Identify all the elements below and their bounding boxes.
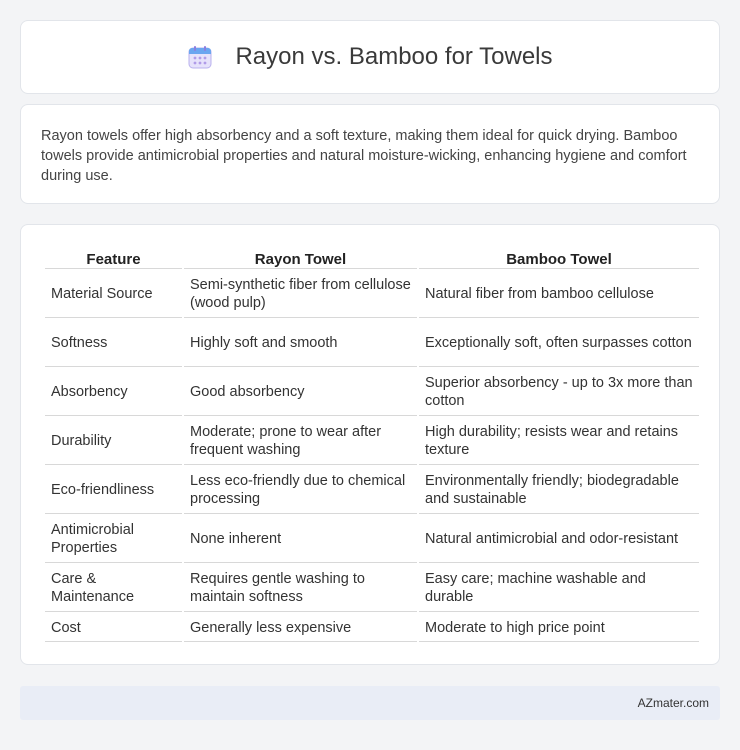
bamboo-cell: Easy care; machine washable and durable (419, 565, 699, 612)
bamboo-cell: Moderate to high price point (419, 614, 699, 642)
table-row (45, 516, 699, 563)
bamboo-cell: Exceptionally soft, often surpasses cotton (419, 320, 699, 367)
feature-cell: Durability (45, 418, 182, 465)
table-row (45, 271, 699, 318)
header (187, 43, 552, 71)
rayon-cell: Good absorbency (184, 369, 417, 416)
header-card (20, 20, 720, 94)
bamboo-cell: Natural fiber from bamboo cellulose (419, 271, 699, 318)
header-feature: Feature (45, 247, 182, 269)
rayon-cell: None inherent (184, 516, 417, 563)
table-row (45, 320, 699, 367)
bamboo-cell: Environmentally friendly; biodegradable and sustainable (419, 467, 699, 514)
rayon-cell: Requires gentle washing to maintain softness (184, 565, 417, 612)
intro-card (20, 104, 720, 204)
table-row (45, 369, 699, 416)
intro-text: Rayon towels offer high absorbency and a soft texture, making them ideal for quick drying. Bamboo towels provide antimicrobial properties and natural moisture-wicking, enhancing hygiene and comfort during use. (41, 128, 687, 184)
table-row (45, 467, 699, 514)
bamboo-cell: High durability; resists wear and retains texture (419, 418, 699, 465)
rayon-cell: Less eco-friendly due to chemical processing (184, 467, 417, 514)
table-row (45, 614, 699, 642)
bamboo-cell: Natural antimicrobial and odor-resistant (419, 516, 699, 563)
table-row (45, 565, 699, 612)
table-header-row (45, 247, 699, 269)
header-bamboo: Bamboo Towel (419, 247, 699, 269)
rayon-cell: Highly soft and smooth (184, 320, 417, 367)
footer-source: AZmater.com (637, 696, 709, 710)
rayon-cell: Semi-synthetic fiber from cellulose (wood pulp) (184, 271, 417, 318)
feature-cell: Care & Maintenance (45, 565, 182, 612)
feature-cell: Eco-friendliness (45, 467, 182, 514)
page-title: Rayon vs. Bamboo for Towels (235, 43, 553, 70)
feature-cell: Material Source (45, 271, 182, 318)
table-row (45, 418, 699, 465)
comparison-table (43, 245, 701, 644)
footer (20, 686, 720, 720)
table-card (20, 224, 720, 665)
feature-cell: Cost (45, 614, 182, 642)
rayon-cell: Moderate; prone to wear after frequent washing (184, 418, 417, 465)
rayon-cell: Generally less expensive (184, 614, 417, 642)
bamboo-cell: Superior absorbency - up to 3x more than cotton (419, 369, 699, 416)
header-rayon: Rayon Towel (184, 247, 417, 269)
feature-cell: Absorbency (45, 369, 182, 416)
feature-cell: Softness (45, 320, 182, 367)
feature-cell: Antimicrobial Properties (45, 516, 182, 563)
calendar-icon (187, 44, 213, 70)
